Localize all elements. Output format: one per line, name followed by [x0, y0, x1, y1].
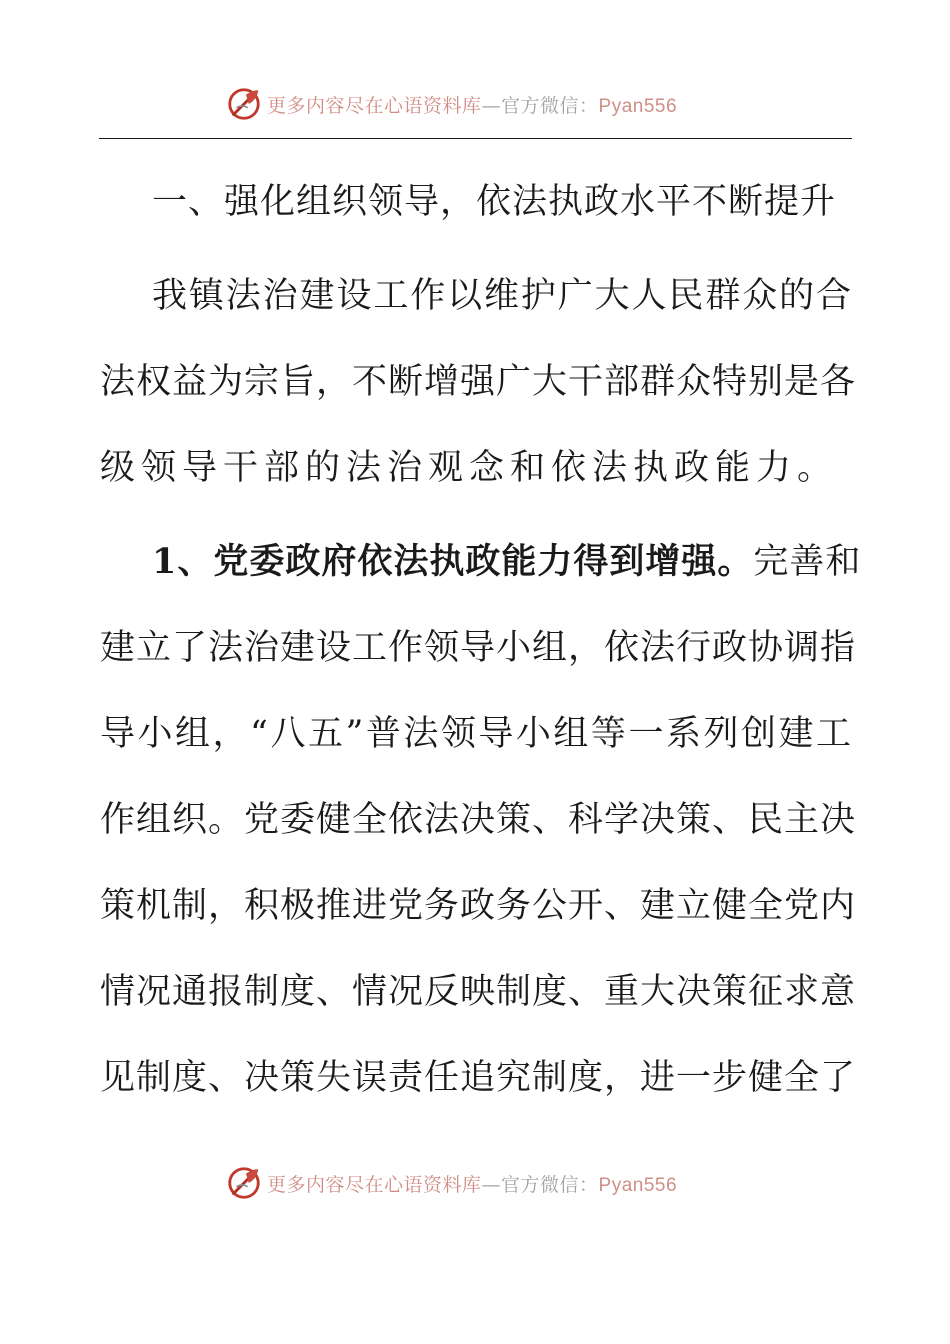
- paragraph-line: 策机制，积极推进党务政务公开、建立健全党内: [100, 886, 857, 926]
- header-divider: [99, 138, 852, 139]
- paragraph-line: 法权益为宗旨，不断增强广大干部群众特别是各: [100, 362, 857, 402]
- paragraph-line: 见制度、决策失误责任追究制度，进一步健全了: [100, 1058, 857, 1098]
- paragraph-first-line: [152, 536, 862, 588]
- paragraph-line: 建立了法治建设工作领导小组，依法行政协调指: [100, 628, 857, 668]
- paragraph-lead-bold: 1、党委政府依法执政能力得到增强。: [152, 541, 754, 582]
- paragraph-line: 级领导干部的法治观念和依法执政能力。: [100, 448, 839, 488]
- watermark-text: [267, 91, 677, 118]
- section-heading: 一、强化组织领导，依法执政水平不断提升: [152, 182, 837, 222]
- paragraph-lead-rest: 完善和: [753, 542, 862, 582]
- watermark-site-name: 更多内容尽在心语资料库: [267, 1173, 482, 1196]
- paragraph-line: 我镇法治建设工作以维护广大人民群众的合: [152, 276, 852, 316]
- paragraph-line: 作组织。党委健全依法决策、科学决策、民主决: [100, 800, 857, 840]
- quill-logo-icon: [225, 85, 263, 123]
- watermark-site-name: 更多内容尽在心语资料库: [267, 94, 482, 117]
- watermark-wechat-id: Pyan556: [598, 95, 678, 117]
- header-watermark: [225, 84, 677, 124]
- watermark-wechat-id: Pyan556: [598, 1174, 678, 1196]
- watermark-wechat-label: —官方微信：: [481, 94, 599, 117]
- watermark-text: [267, 1170, 677, 1197]
- paragraph-line: 情况通报制度、情况反映制度、重大决策征求意: [100, 972, 857, 1012]
- watermark-wechat-label: —官方微信：: [481, 1173, 599, 1196]
- footer-watermark: [225, 1163, 677, 1203]
- paragraph-line: 导小组，“八五”普法领导小组等一系列创建工: [100, 714, 852, 754]
- quill-logo-icon: [225, 1164, 263, 1202]
